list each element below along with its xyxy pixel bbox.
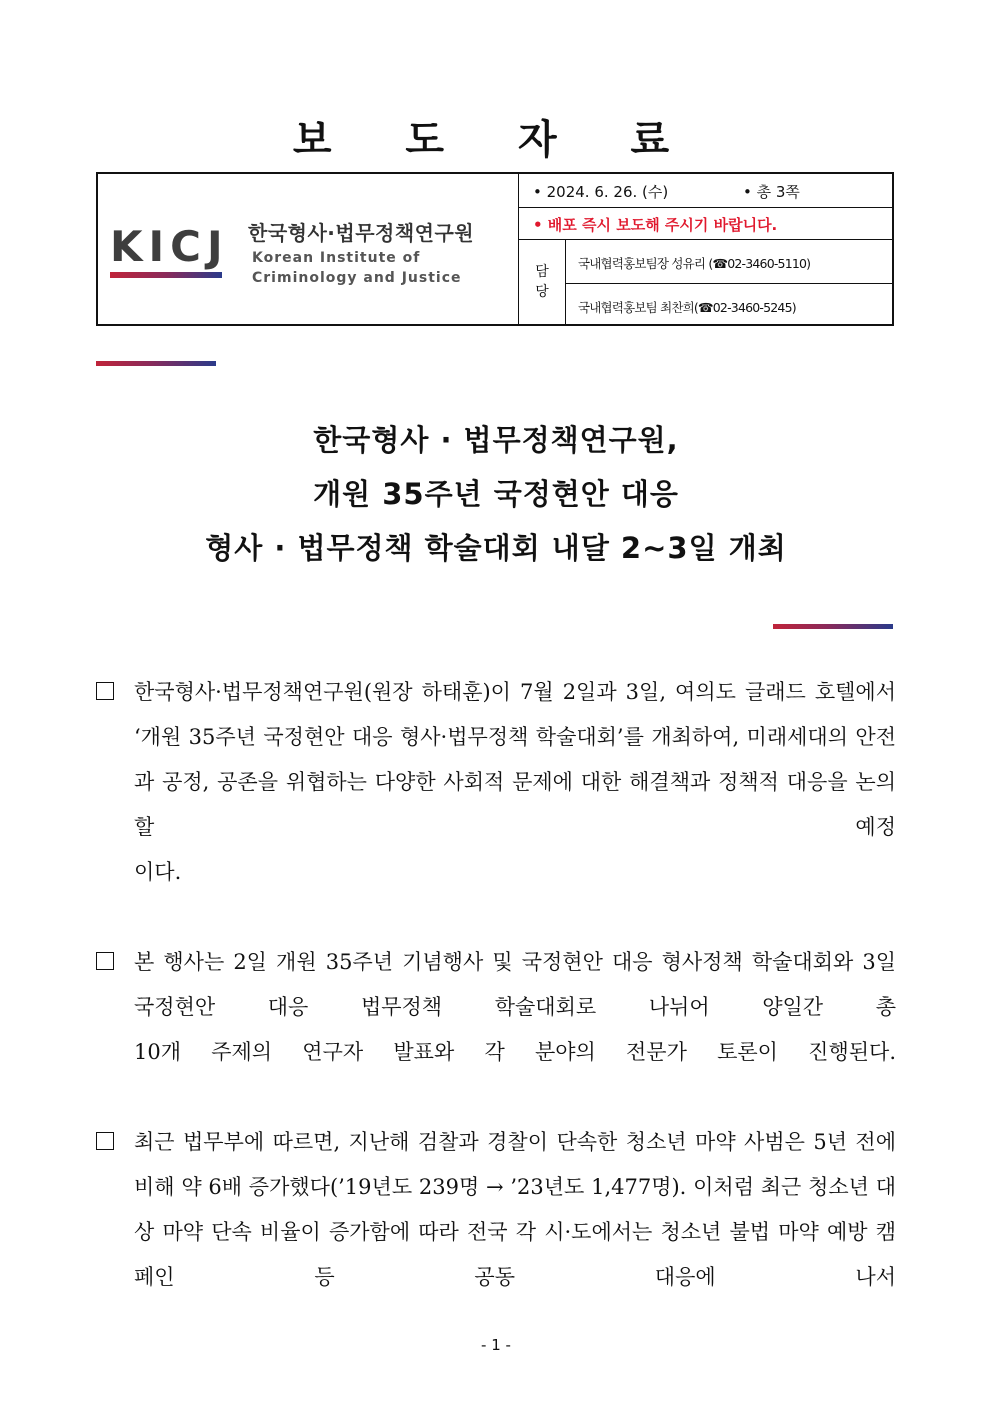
logo-cell	[98, 174, 519, 324]
org-name-korean: 한국형사·법무정책연구원	[248, 221, 475, 245]
header-table	[96, 172, 894, 326]
paragraph-2-last-line: 10개 주제의 연구자 발표와 각 분야의 전문가 토론이 진행된다.	[134, 1040, 896, 1064]
org-name-english-line2: Criminology and Justice	[252, 270, 462, 286]
page-number: - 1 -	[481, 1336, 511, 1354]
paragraph-1-body: 한국형사·법무정책연구원(원장 하태훈)이 7월 2일과 3일, 여의도 글래드 호텔에서 ‘개원 35주년 국정현안 대응 형사·법무정책 학술대회’를 개최하여, 미래세대의 안전과 공정, 공존을 위협하는 다양한 사회적 문제에 대한 해결책과 정책적 대응을 논의할 예정	[134, 680, 896, 839]
logo-accent-bar	[110, 272, 222, 278]
paragraph-1-last-line: 이다.	[134, 860, 182, 884]
contact-label-char-2: 당	[535, 284, 549, 300]
page-count: • 총 3쪽	[743, 183, 800, 201]
document-title: 보 도 자 료	[292, 117, 700, 163]
paragraph-3	[96, 1120, 896, 1300]
checkbox-bullet-icon	[96, 952, 114, 970]
org-name-english	[252, 248, 462, 288]
decorative-bar-top	[96, 361, 216, 366]
paragraph-1	[96, 670, 896, 895]
info-cell	[519, 174, 892, 324]
headline-line-2: 개원 35주년 국정현안 대응	[313, 477, 679, 511]
contact-2: 국내협력홍보팀 최찬희(☎02-3460-5245)	[578, 300, 796, 315]
paragraph-2-body: 본 행사는 2일 개원 35주년 기념행사 및 국정현안 대응 형사정책 학술대회와 3일 국정현안 대응 법무정책 학술대회로 나뉘어 양일간 총	[134, 950, 896, 1019]
paragraph-3-text: 최근 법무부에 따르면, 지난해 검찰과 경찰이 단속한 청소년 마약 사범은 5년 전에 비해 약 6배 증가했다(’19년도 239명 → ’23년도 1,477명). 이처럼 최근 청소년 대상 마약 단속 비율이 증가함에 따라 전국 각 시·도에서는 청소년 불법 마약 예방 캠페인 등 공동 대응에 나서	[134, 1130, 896, 1289]
org-name-english-line1: Korean Institute of	[252, 250, 421, 266]
checkbox-bullet-icon	[96, 682, 114, 700]
kicj-logo: KICJ	[110, 222, 229, 271]
release-date: • 2024. 6. 26. (수)	[533, 183, 669, 201]
release-note: • 배포 즉시 보도해 주시기 바랍니다.	[533, 216, 778, 234]
release-row	[519, 208, 892, 240]
contact-label	[519, 240, 566, 324]
headline-line-1: 한국형사 · 법무정책연구원,	[313, 423, 679, 457]
paragraph-2	[96, 940, 896, 1075]
paragraph-1-text	[134, 670, 896, 895]
paragraph-2-text	[134, 940, 896, 1075]
decorative-bar-bottom	[773, 624, 893, 629]
contact-1: 국내협력홍보팀장 성유리 (☎02-3460-5110)	[566, 240, 892, 284]
checkbox-bullet-icon	[96, 1132, 114, 1150]
headline-line-3: 형사 · 법무정책 학술대회 내달 2~3일 개최	[205, 531, 787, 565]
contact-label-char-1: 담	[535, 264, 549, 280]
date-row	[519, 174, 892, 208]
